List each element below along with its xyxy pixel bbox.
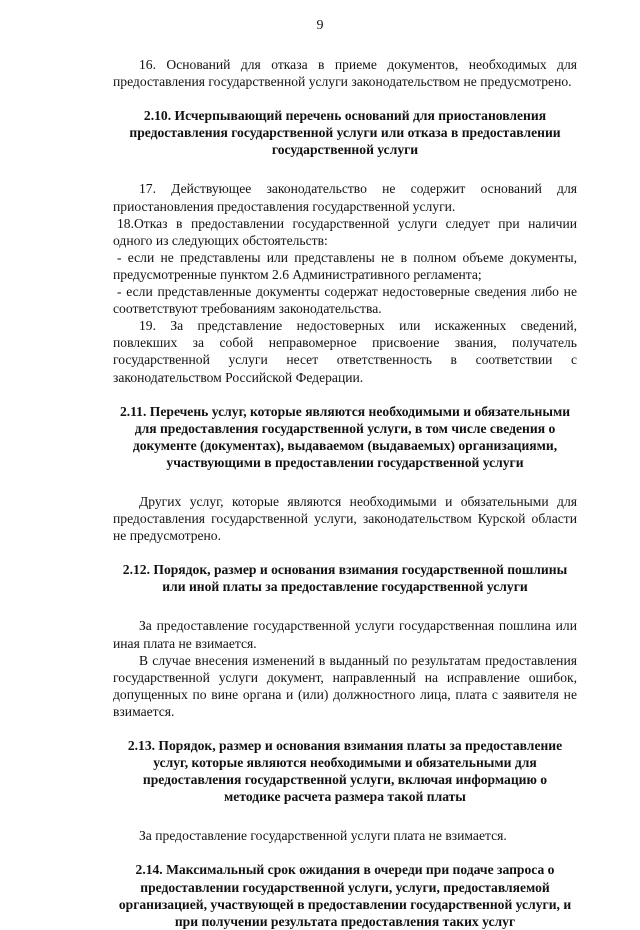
section-heading-2-10: 2.10. Исчерпывающий перечень оснований для приостановления предоставления государственной услуги или отказа в предоставлении государственной услуги: [129, 108, 561, 158]
section-heading-2-13: 2.13. Порядок, размер и основания взимания платы за предоставление услуг, которые являются необходимыми и обязательными для предоставления государственной услуги, включая информацию о методике расчета размера такой платы: [127, 738, 563, 805]
paragraph-18: 18.Отказ в предоставлении государственной услуги следует при наличии одного из следующих обстоятельств:: [113, 215, 577, 248]
section-heading-2-12: 2.12. Порядок, размер и основания взимания государственной пошлины или иной платы за предоставление государственной услуги: [122, 562, 568, 595]
paragraph-2-11: Других услуг, которые являются необходимыми и обязательными для предоставления государственной услуги, законодательством Курской области не предусмотрено.: [113, 493, 577, 544]
paragraph-2-13: За предоставление государственной услуги плата не взимается.: [139, 828, 507, 844]
paragraph-2-12-b: В случае внесения изменений в выданный по результатам предоставления государственной услуги документ, направленный на исправление ошибок, допущенных по вине органа и (или) должностного лица, плата с заявителя не взимается.: [113, 652, 577, 719]
page-number: 9: [316, 18, 324, 33]
paragraph-19: 19. За представление недостоверных или искаженных сведений, повлекших за собой неправомерное присвоение звания, получатель государственной услуги несет ответственность в соответствии с законодательством Российской Федерации.: [113, 318, 577, 385]
section-heading-2-11: 2.11. Перечень услуг, которые являются необходимыми и обязательными для предоставления государственной услуги, в том числе сведения о документе (документах), выдаваемом (выдаваемых) организациями, участвующими в предоставлении государственной услуги: [119, 403, 571, 470]
paragraph-2-12-a: За предоставление государственной услуги государственная пошлина или иная плата не взимается.: [113, 618, 577, 651]
paragraph-18-item-2: - если представленные документы содержат недостоверные сведения либо не соответствуют требованиям законодательства.: [113, 284, 577, 317]
paragraph-16: 16. Оснований для отказа в приеме документов, необходимых для предоставления государственной услуги законодательством не предусмотрено.: [113, 57, 577, 90]
page-body: [113, 56, 577, 930]
paragraph-18-item-1: - если не представлены или представлены не в полном объеме документы, предусмотренные пунктом 2.6 Административного регламента;: [113, 249, 577, 282]
paragraph-17: 17. Действующее законодательство не содержит оснований для приостановления предоставления государственной услуги.: [113, 181, 577, 214]
section-heading-2-14: 2.14. Максимальный срок ожидания в очереди при подаче запроса о предоставлении государственной услуги, услуги, предоставляемой организацией, участвующей в предоставлении государственной услуги, и при получении результата предоставления таких услуг: [118, 862, 572, 929]
